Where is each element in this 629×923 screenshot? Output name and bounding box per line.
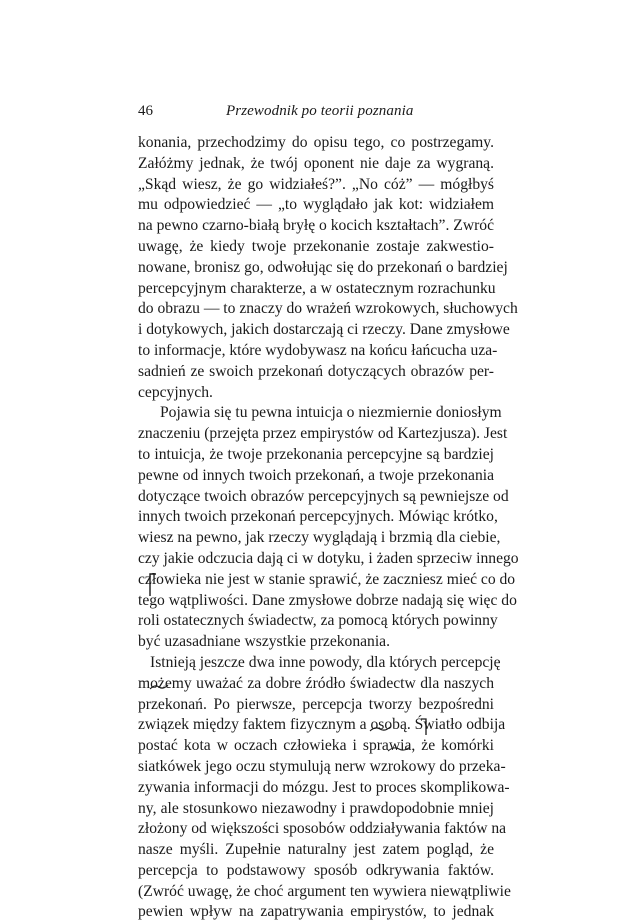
text-line: Załóżmy jednak, że twój oponent nie daje za wygraną. [138, 154, 494, 172]
text-line: percepcyjnym charakterze, a w ostatecznym rozrachunku [138, 279, 496, 297]
text-line: do obrazu — to znaczy do wrażeń wzrokowych, słuchowych [138, 300, 518, 318]
text-line: nowane, bronisz go, odwołując się do przekonań o bardziej [138, 258, 508, 276]
tilde-mark [369, 725, 391, 733]
text-line: innych twoich przekonań percepcyjnych. Mówiąc krótko, [138, 508, 498, 526]
text-line: cepcyjnych. [138, 383, 213, 401]
text-line: (Zwróć uwagę, że choć argument ten wywiera niewątpliwie [138, 882, 511, 900]
text-line: czy jakie odczucia dają ci w dotyku, i żaden sprzeciw innego [138, 549, 519, 567]
text-line: siatkówek jego oczu stymulują nerw wzrokowy do przeka- [138, 757, 506, 775]
text-line: postać kota w oczach człowieka i sprawia, że komórki [138, 737, 494, 755]
running-title: Przewodnik po teorii poznania [226, 103, 414, 119]
paragraph-bracket-mark [146, 572, 158, 598]
text-line: na pewno czarno-białą bryłę o kocich kształtach”. Zwróć [138, 217, 494, 235]
tilde-mark [149, 683, 169, 691]
text-line: sadnień ze swoich przekonań dotyczących obrazów per- [138, 362, 494, 380]
text-line: uwagę, że kiedy twoje przekonanie zostaje zakwestio- [138, 237, 494, 255]
page-header [138, 103, 494, 123]
text-line: nasze myśli. Zupełnie naturalny jest zatem pogląd, że [138, 841, 494, 859]
text-line: Istnieją jeszcze dwa inne powody, dla których percepcję [150, 653, 501, 671]
page-number: 46 [138, 103, 153, 119]
text-line: „Skąd wiesz, że go widziałeś?”. „No cóż” — mógłbyś [138, 175, 494, 193]
text-line: przekonań. Po pierwsze, percepcja tworzy bezpośredni [138, 695, 494, 713]
body-text [138, 133, 519, 923]
text-line: tego wątpliwości. Dane zmysłowe dobrze nadają się więc do [138, 591, 517, 609]
text-line: percepcja to podstawowy sposób odkrywania faktów. [138, 861, 494, 879]
text-line: związek między faktem fizycznym a osobą. Światło odbija [138, 716, 506, 734]
text-line: być uzasadniane wszystkie przekonania. [138, 633, 390, 651]
text-line: Pojawia się tu pewna intuicja o niezmiernie doniosłym [160, 404, 502, 422]
tilde-mark [387, 745, 411, 753]
text-line: i dotykowych, jakich dostarczają ci rzeczy. Dane zmysłowe [138, 321, 510, 339]
text-line: roli ostatecznych świadectw, za pomocą których powinny [138, 612, 498, 630]
text-line: to intuicja, że twoje przekonania percepcyjne są bardziej [138, 445, 494, 463]
text-line: to informacje, które wydobywasz na końcu łańcucha uza- [138, 341, 498, 359]
text-line: pewne od innych twoich przekonań, a twoje przekonania [138, 466, 494, 484]
text-line: człowieka nie jest w stanie sprawić, że zaczniesz mieć co do [138, 570, 516, 588]
text-line: znaczeniu (przejęta przez empirystów od Kartezjusza). Jest [138, 425, 508, 443]
text-line: złożony od większości sposobów oddziaływania faktów na [138, 820, 507, 838]
text-line: konania, przechodzimy do opisu tego, co postrzegamy. [138, 134, 494, 151]
closing-bracket-mark [419, 716, 429, 738]
text-line: możemy uważać za dobre źródło świadectw dla naszych [138, 674, 494, 692]
text-line: wiesz na pewno, jak rzeczy wyglądają i brzmią dla ciebie, [138, 529, 501, 547]
text-line: dotyczące twoich obrazów percepcyjnych są pewniejsze od [138, 487, 509, 505]
text-line: pewien wpływ na zapatrywania empirystów, to jednak [138, 903, 494, 921]
text-line: zywania informacji do mózgu. Jest to proces skomplikowa- [138, 778, 510, 796]
text-line: mu odpowiedzieć — „to wyglądało jak kot: widziałem [138, 196, 494, 214]
text-line: ny, ale stosunkowo niezawodny i prawdopodobnie mniej [138, 799, 494, 817]
